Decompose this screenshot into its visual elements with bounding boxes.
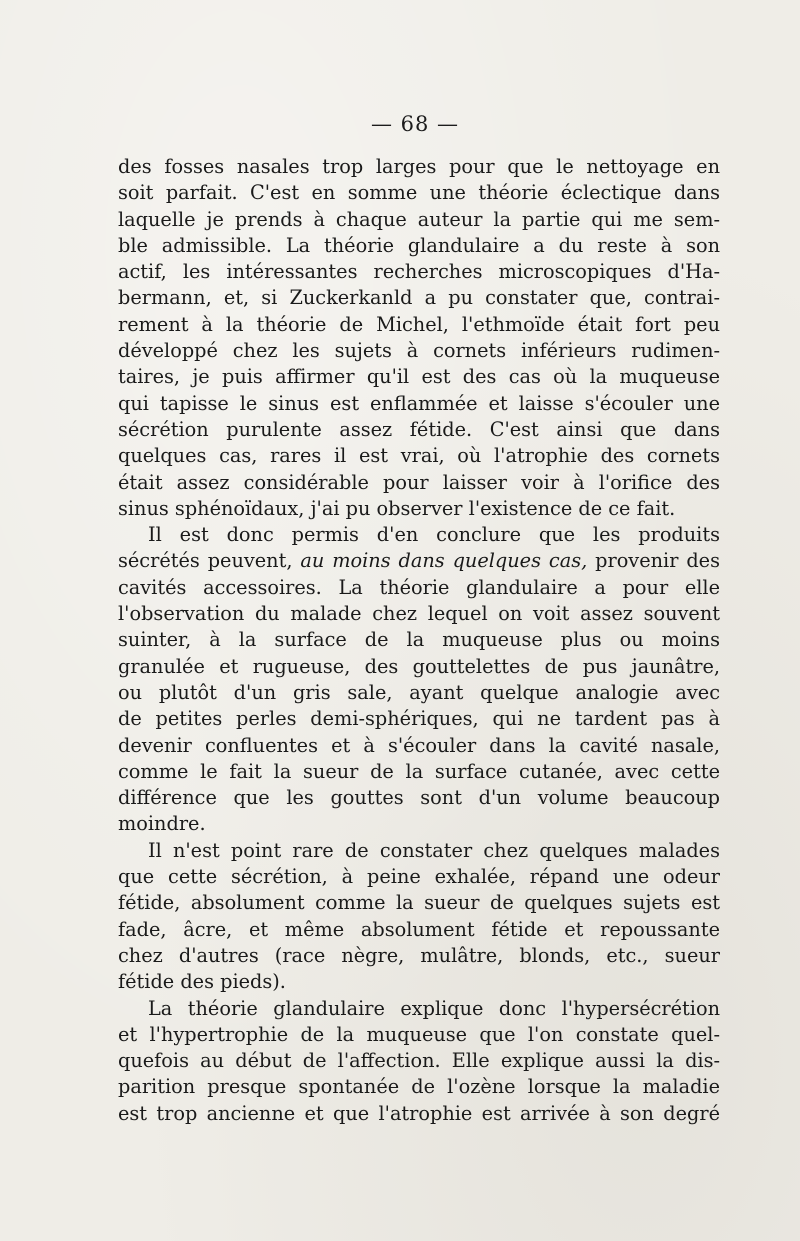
paragraph-4: [118, 996, 720, 1127]
text-line: ou plutôt d'un gris sale, ayant quelque analogie avec: [118, 680, 720, 704]
text-line: fétide, absolument comme la sueur de quelques sujets est: [118, 891, 720, 915]
body-text: [118, 154, 720, 1127]
text-line: l'observation du malade chez lequel on voit assez souvent: [118, 602, 720, 626]
text-fragment: sécrétés peuvent,: [118, 549, 301, 573]
text-line: taires, je puis affirmer qu'il est des cas où la muqueuse: [118, 365, 720, 389]
text-line: fade, âcre, et même absolument fétide et repoussante: [118, 917, 720, 941]
paragraph-1: [118, 154, 720, 522]
text-line: cavités accessoires. La théorie glandulaire a pour elle: [118, 575, 720, 599]
text-line: moindre.: [118, 812, 206, 836]
text-line: qui tapisse le sinus est enflammée et laisse s'écouler une: [118, 391, 720, 415]
text-fragment: provenir des: [587, 549, 720, 573]
page-number: — 68 —: [370, 112, 460, 136]
text-line-with-italic: [118, 548, 720, 574]
text-line: rement à la théorie de Michel, l'ethmoïde était fort peu: [118, 312, 720, 336]
text-line: des fosses nasales trop larges pour que le nettoyage en: [118, 155, 720, 178]
text-line: laquelle je prends à chaque auteur la partie qui me sem-: [118, 207, 720, 231]
text-line: suinter, à la surface de la muqueuse plus ou moins: [118, 628, 720, 652]
text-line: que cette sécrétion, à peine exhalée, répand une odeur: [118, 865, 720, 889]
text-line: quefois au début de l'affection. Elle explique aussi la dis-: [118, 1049, 720, 1073]
text-line: Il n'est point rare de constater chez quelques malades: [148, 838, 720, 862]
text-line: Il est donc permis d'en conclure que les produits: [148, 523, 720, 547]
paragraph-2: [118, 522, 720, 838]
text-line: devenir confluentes et à s'écouler dans la cavité nasale,: [118, 733, 720, 757]
text-line: différence que les gouttes sont d'un volume beaucoup: [118, 786, 720, 810]
text-line: soit parfait. C'est en somme une théorie éclectique dans: [118, 181, 720, 205]
text-line: est trop ancienne et que l'atrophie est arrivée à son degré: [118, 1101, 720, 1125]
text-line: sinus sphénoïdaux, j'ai pu observer l'existence de ce fait.: [118, 496, 676, 520]
text-line: de petites perles demi-sphériques, qui ne tardent pas à: [118, 707, 720, 731]
text-line: sécrétion purulente assez fétide. C'est ainsi que dans: [118, 417, 720, 441]
text-line: bermann, et, si Zuckerkanld a pu constater que, contrai-: [118, 286, 720, 310]
text-line: parition presque spontanée de l'ozène lorsque la maladie: [118, 1075, 720, 1099]
text-line: était assez considérable pour laisser voir à l'orifice des: [118, 470, 720, 494]
text-line: La théorie glandulaire explique donc l'hypersécrétion: [148, 996, 720, 1020]
text-line: fétide des pieds).: [118, 970, 286, 994]
paragraph-3: [118, 838, 720, 996]
text-line: ble admissible. La théorie glandulaire a du reste à son: [118, 233, 720, 257]
text-line: développé chez les sujets à cornets inférieurs rudimen-: [118, 339, 720, 363]
text-line: chez d'autres (race nègre, mulâtre, blonds, etc., sueur: [118, 943, 720, 967]
text-line: comme le fait la sueur de la surface cutanée, avec cette: [118, 759, 720, 783]
text-line: granulée et rugueuse, des gouttelettes de pus jaunâtre,: [118, 654, 720, 678]
italic-fragment: au moins dans quelques cas,: [300, 549, 588, 573]
text-line: quelques cas, rares il est vrai, où l'atrophie des cornets: [118, 444, 720, 468]
text-line: et l'hypertrophie de la muqueuse que l'on constate quel-: [118, 1022, 720, 1046]
text-line: actif, les intéressantes recherches microscopiques d'Ha-: [118, 260, 720, 284]
